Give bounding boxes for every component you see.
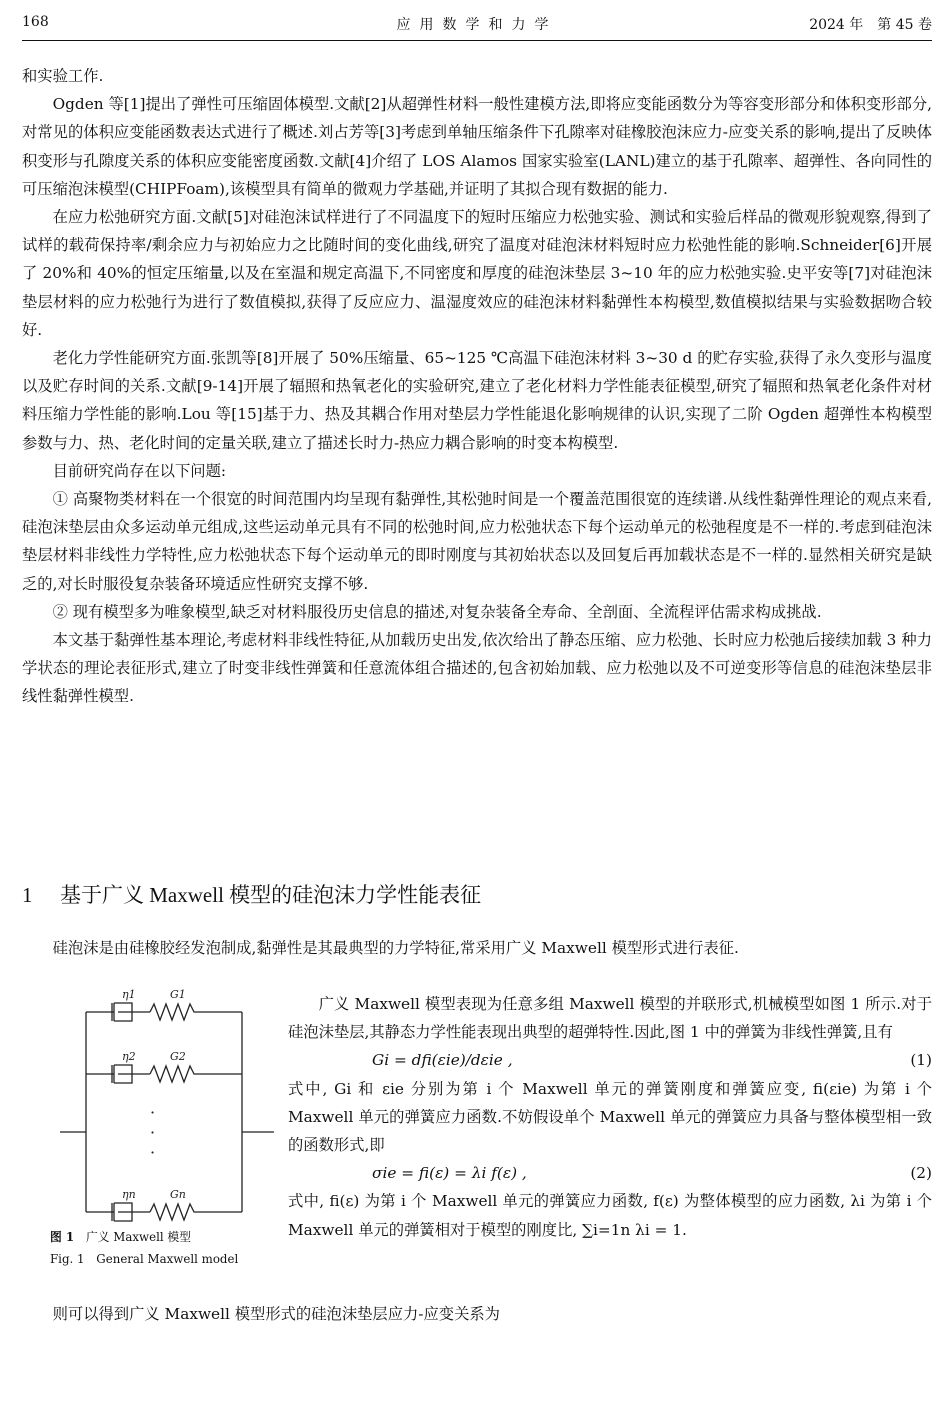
paragraph: 本文基于黏弹性基本理论,考虑材料非线性特征,从加载历史出发,依次给出了静态压缩、应力松弛、长时应力松弛后接续加载 3 种力学状态的理论表征形式,建立了时变非线性弹簧和任意流体组合描述的,包含初始加载、应力松弛以及不可逆变形等信息的硅泡沫垫层非线性黏弹性模型.: [22, 631, 932, 706]
section-heading: [22, 880, 481, 910]
maxwell-model-figure: [52, 988, 282, 1240]
caption-zh: [50, 1226, 276, 1248]
caption-en: Fig. 1 General Maxwell model: [50, 1252, 239, 1266]
label-eta1: η1: [122, 988, 136, 1001]
paragraph: 目前研究尚存在以下问题:: [52, 461, 227, 480]
running-header: [22, 14, 932, 40]
paragraph: 硅泡沫是由硅橡胶经发泡制成,黏弹性是其最典型的力学特征,常采用广义 Maxwell 模型形式进行表征.: [52, 939, 739, 957]
equation-2: [288, 1159, 932, 1187]
ellipsis-dot: ·: [150, 1143, 156, 1162]
paragraph: 则可以得到广义 Maxwell 模型形式的硅泡沫垫层应力-应变关系为: [52, 1305, 500, 1323]
paragraph: Ogden 等[1]提出了弹性可压缩固体模型.文献[2]从超弹性材料一般性建模方法,即将应变能函数分为等容变形部分和体积变形部分,对常见的体积应变能函数表达式进行了概述.刘占芳等[3]考虑到单轴压缩条件下孔隙率对硅橡胶泡沫应力-应变关系的影响,提出了反映体积变形与孔隙度关系的体积应变能密度函数.文献[4]介绍了 LOS Alamos 国家实验室(LANL)建立的基于孔隙率、超弹性、各向同性的可压缩泡沫模型(CHIPFoam),该模型具有简单的微观力学基础,并证明了其拟合现有数据的能力.: [22, 95, 932, 198]
equation-body: Gi = dfi(εie)/dεie ,: [372, 1051, 513, 1070]
equation-1: [288, 1046, 932, 1074]
paragraph: 式中, fi(ε) 为第 i 个 Maxwell 单元的弹簧应力函数, f(ε) 为整体模型的应力函数, λi 为第 i 个 Maxwell 单元的弹簧相对于模型的刚度比, ∑i=1n λi = 1.: [288, 1192, 932, 1239]
label-gn: Gn: [170, 1188, 186, 1201]
body-text: [22, 62, 932, 711]
label-eta2: η2: [122, 1050, 136, 1063]
paragraph: ② 现有模型多为唯象模型,缺乏对材料服役历史信息的描述,对复杂装备全寿命、全剖面、全流程评估需求构成挑战.: [52, 602, 822, 621]
section-title: 基于广义 Maxwell 模型的硅泡沫力学性能表征: [60, 883, 482, 907]
section-intro: [22, 934, 932, 962]
equation-number: (2): [910, 1164, 932, 1183]
header-rule: [22, 40, 932, 41]
equation-body: σie = fi(ε) = λi f(ε) ,: [372, 1164, 527, 1183]
paragraph: 广义 Maxwell 模型表现为任意多组 Maxwell 模型的并联形式,机械模型如图 1 所示.对于硅泡沫垫层,其静态力学性能表现出典型的超弹特性.因此,图 1 中的弹簧为非线性弹簧,且有: [288, 995, 932, 1042]
paragraph: ① 高聚物类材料在一个很宽的时间范围内均呈现有黏弹性,其松弛时间是一个覆盖范围很宽的连续谱.从线性黏弹性理论的观点来看,硅泡沫垫层由众多运动单元组成,这些运动单元具有不同的松弛时间,应力松弛状态下每个运动单元的松弛程度是不一样的.考虑到硅泡沫垫层材料非线性力学特性,应力松弛状态下每个运动单元的即时刚度与其初始状态以及回复后再加载状态是不一样的.显然相关研究是缺乏的,对长时服役复杂装备环境适应性研究支撑不够.: [22, 490, 932, 593]
label-g2: G2: [170, 1050, 186, 1063]
figure-caption: [50, 1226, 276, 1270]
equation-number: (1): [910, 1051, 932, 1070]
ellipsis-dot: ·: [150, 1123, 156, 1142]
ellipsis-dot: ·: [150, 1103, 156, 1122]
paragraph: 式中, Gi 和 εie 分别为第 i 个 Maxwell 单元的弹簧刚度和弹簧应变, fi(εie) 为第 i 个 Maxwell 单元的弹簧应力函数.不妨假设单个 Maxwell 单元的弹簧应力具备与整体模型相一致的函数形式,即: [288, 1079, 932, 1155]
caption-zh-text: 广义 Maxwell 模型: [85, 1230, 192, 1244]
label-g1: G1: [170, 988, 186, 1001]
journal-title: 应用数学和力学: [396, 17, 558, 33]
paragraph: 和实验工作.: [22, 67, 104, 85]
issue-info: 2024 年 第 45 卷: [809, 17, 932, 33]
section-number: 1: [22, 883, 33, 907]
paragraph: 在应力松弛研究方面.文献[5]对硅泡沫试样进行了不同温度下的短时压缩应力松弛实验、测试和实验后样品的微观形貌观察,得到了试样的载荷保持率/剩余应力与初始应力之比随时间的变化曲线,研究了温度对硅泡沫材料短时应力松弛性能的影响.Schneider[6]开展了 20%和 40%的恒定压缩量,以及在室温和规定高温下,不同密度和厚度的硅泡沫垫层 3~10 年的应力松弛实验.史平安等[7]对硅泡沫垫层材料的应力松弛行为进行了数值模拟,获得了反应应力、温湿度效应的硅泡沫材料黏弹性本构模型,数值模拟结果与实验数据吻合较好.: [22, 208, 932, 339]
final-text: [22, 1300, 932, 1328]
right-column-text: [288, 990, 932, 1244]
paragraph: 老化力学性能研究方面.张凯等[8]开展了 50%压缩量、65~125 ℃高温下硅泡沫材料 3~30 d 的贮存实验,获得了永久变形与温度以及贮存时间的关系.文献[9-14]开展了辐照和热氧老化的实验研究,建立了老化材料力学性能表征模型,研究了辐照和热氧老化条件对材料压缩力学性能的影响.Lou 等[15]基于力、热及其耦合作用对垫层力学性能退化影响规律的认识,实现了二阶 Ogden 超弹性本构模型参数与力、热、老化时间的定量关联,建立了描述长时力-热应力耦合影响的时变本构模型.: [22, 349, 932, 452]
caption-number: 图 1: [50, 1230, 75, 1244]
page-number: 168: [22, 14, 49, 30]
label-etan: ηn: [122, 1188, 136, 1201]
